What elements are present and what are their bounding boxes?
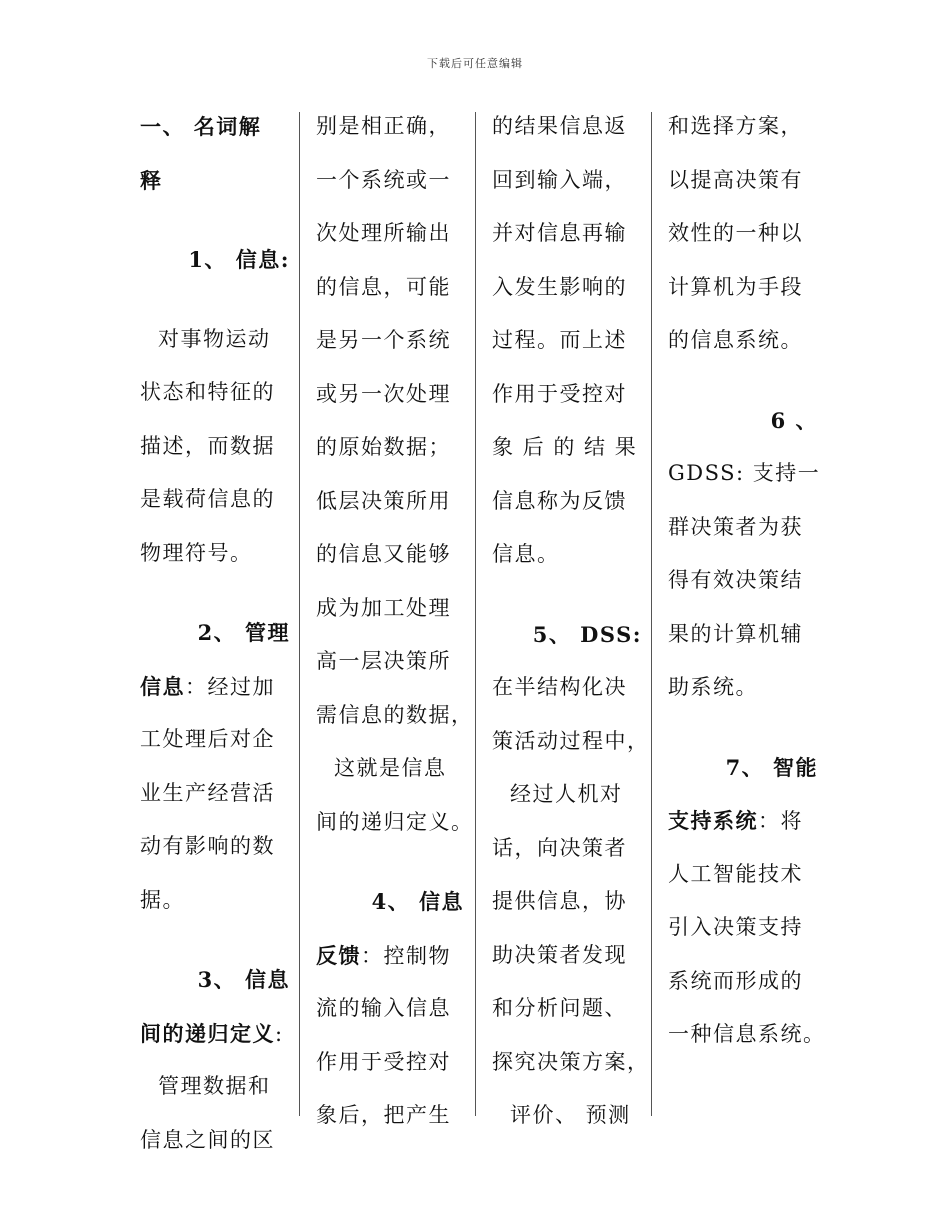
paragraph-line: 经过人机对 bbox=[510, 782, 623, 806]
paragraph-line: 效性的一种以 bbox=[668, 221, 803, 245]
paragraph-line: 和分析问题、 bbox=[492, 996, 627, 1020]
paragraph-line: 得有效决策结 bbox=[668, 568, 803, 592]
paragraph-line: 果的计算机辅 bbox=[668, 621, 803, 646]
paragraph-line bbox=[668, 794, 818, 848]
text-column-1 bbox=[140, 100, 290, 1152]
paragraph-line: 作用于受控对 bbox=[492, 381, 627, 406]
paragraph-line: 一种信息系统。 bbox=[668, 1022, 826, 1046]
paragraph-line: 提供信息，协 bbox=[492, 889, 627, 913]
paragraph-line: 动有影响的数 bbox=[140, 834, 275, 858]
paragraph-line: 的信息系统。 bbox=[668, 328, 803, 352]
paragraph-line: 作用于受控对 bbox=[316, 1049, 451, 1074]
text-column-3 bbox=[492, 100, 650, 1127]
paragraph-line: 评价、 预测 bbox=[510, 1103, 631, 1127]
paragraph-line: 象后，把产生 bbox=[316, 1103, 451, 1127]
term-text: ：控制物 bbox=[361, 943, 451, 968]
paragraph-line: 需信息的数据， bbox=[316, 702, 474, 727]
term-label: 反馈 bbox=[316, 942, 361, 968]
term-text: : bbox=[275, 1021, 284, 1046]
text-column-2 bbox=[316, 100, 474, 1127]
paragraph-line: 信息。 bbox=[492, 542, 560, 566]
term-text: ：经过加 bbox=[185, 674, 275, 699]
paragraph-line: 的原始数据； bbox=[316, 435, 451, 459]
paragraph-line: 次处理所输出 bbox=[316, 221, 451, 245]
term-heading: 7、 智能 bbox=[725, 754, 818, 780]
paragraph-line: 对事物运动 bbox=[158, 326, 271, 351]
term-heading: 5、 DSS: bbox=[532, 621, 642, 647]
section-heading: 一、 名词解 bbox=[140, 114, 262, 139]
term-label: 间的递归定义 bbox=[140, 1020, 275, 1046]
paragraph-line bbox=[140, 660, 290, 714]
paragraph-line: 业生产经营活 bbox=[140, 780, 275, 805]
paragraph-line: 助系统。 bbox=[668, 675, 758, 699]
paragraph-line: 物理符号。 bbox=[140, 540, 253, 565]
paragraph-line: 状态和特征的 bbox=[140, 380, 275, 404]
paragraph-line bbox=[140, 1007, 290, 1061]
paragraph-line: 象 后 的 结 果 bbox=[492, 435, 638, 459]
paragraph-line: 信息之间的区 bbox=[140, 1127, 275, 1152]
paragraph-line: GDSS: 支持一 bbox=[668, 461, 821, 485]
paragraph-line: 是载荷信息的 bbox=[140, 487, 275, 511]
paragraph-line: 人工智能技术 bbox=[668, 861, 803, 886]
paragraph-line: 话，向决策者 bbox=[492, 835, 627, 860]
paragraph-line: 计算机为手段 bbox=[668, 274, 803, 299]
term-label: 信息 bbox=[140, 673, 185, 699]
paragraph-line: 并对信息再输 bbox=[492, 221, 627, 245]
term-heading: 2、 管理 bbox=[197, 620, 290, 645]
paragraph-line: 助决策者发现 bbox=[492, 942, 627, 967]
paragraph-line: 描述，而数据 bbox=[140, 433, 275, 458]
paragraph-line: 间的递归定义。 bbox=[316, 809, 474, 834]
term-heading: 6 、 bbox=[770, 407, 818, 433]
paragraph-line: 成为加工处理 bbox=[316, 595, 451, 620]
paragraph-line: 流的输入信息 bbox=[316, 996, 451, 1020]
paragraph-line: 的结果信息返 bbox=[492, 114, 627, 138]
term-label: 支持系统 bbox=[668, 808, 758, 833]
term-text: ：将 bbox=[758, 809, 803, 833]
paragraph-line: 过程。而上述 bbox=[492, 328, 627, 352]
paragraph-line bbox=[316, 929, 464, 983]
paragraph-line: 群决策者为获 bbox=[668, 514, 803, 539]
paragraph-line: 以提高决策有 bbox=[668, 167, 803, 192]
paragraph-line: 和选择方案， bbox=[668, 114, 803, 138]
paragraph-line: 回到输入端， bbox=[492, 167, 627, 192]
term-heading: 3、 信息 bbox=[197, 967, 290, 992]
paragraph-line: 引入决策支持 bbox=[668, 915, 803, 939]
paragraph-line: 低层决策所用 bbox=[316, 488, 451, 513]
paragraph-line: 一个系统或一 bbox=[316, 167, 451, 192]
text-column-4 bbox=[668, 100, 826, 1120]
paragraph-line: 的信息又能够 bbox=[316, 542, 451, 566]
column-divider bbox=[651, 112, 652, 1116]
column-divider bbox=[299, 112, 300, 1116]
paragraph-line: 信息称为反馈 bbox=[492, 488, 627, 513]
term-heading: 4、 信息 bbox=[371, 889, 464, 914]
section-heading-cont: 释 bbox=[140, 167, 163, 193]
paragraph-line: 工处理后对企 bbox=[140, 727, 275, 751]
paragraph-line: 在半结构化决 bbox=[492, 675, 627, 699]
paragraph-line: 别是相正确， bbox=[316, 114, 451, 138]
paragraph-line: 这就是信息 bbox=[334, 756, 447, 780]
paragraph-line: 管理数据和 bbox=[158, 1074, 271, 1098]
paragraph-line: 是另一个系统 bbox=[316, 328, 451, 352]
paragraph-line: 高一层决策所 bbox=[316, 649, 451, 673]
paragraph-line: 入发生影响的 bbox=[492, 274, 627, 299]
paragraph-line: 或另一次处理 bbox=[316, 381, 451, 406]
term-heading: 1、 信息: bbox=[188, 247, 290, 272]
paragraph-line: 策活动过程中， bbox=[492, 728, 650, 753]
paragraph-line: 探究决策方案， bbox=[492, 1049, 650, 1074]
paragraph-line: 的信息，可能 bbox=[316, 274, 451, 299]
paragraph-line: 系统而形成的 bbox=[668, 968, 803, 993]
page-header: 下载后可任意编辑 bbox=[427, 57, 523, 70]
paragraph-line: 据。 bbox=[140, 887, 185, 912]
column-divider bbox=[475, 112, 476, 1116]
